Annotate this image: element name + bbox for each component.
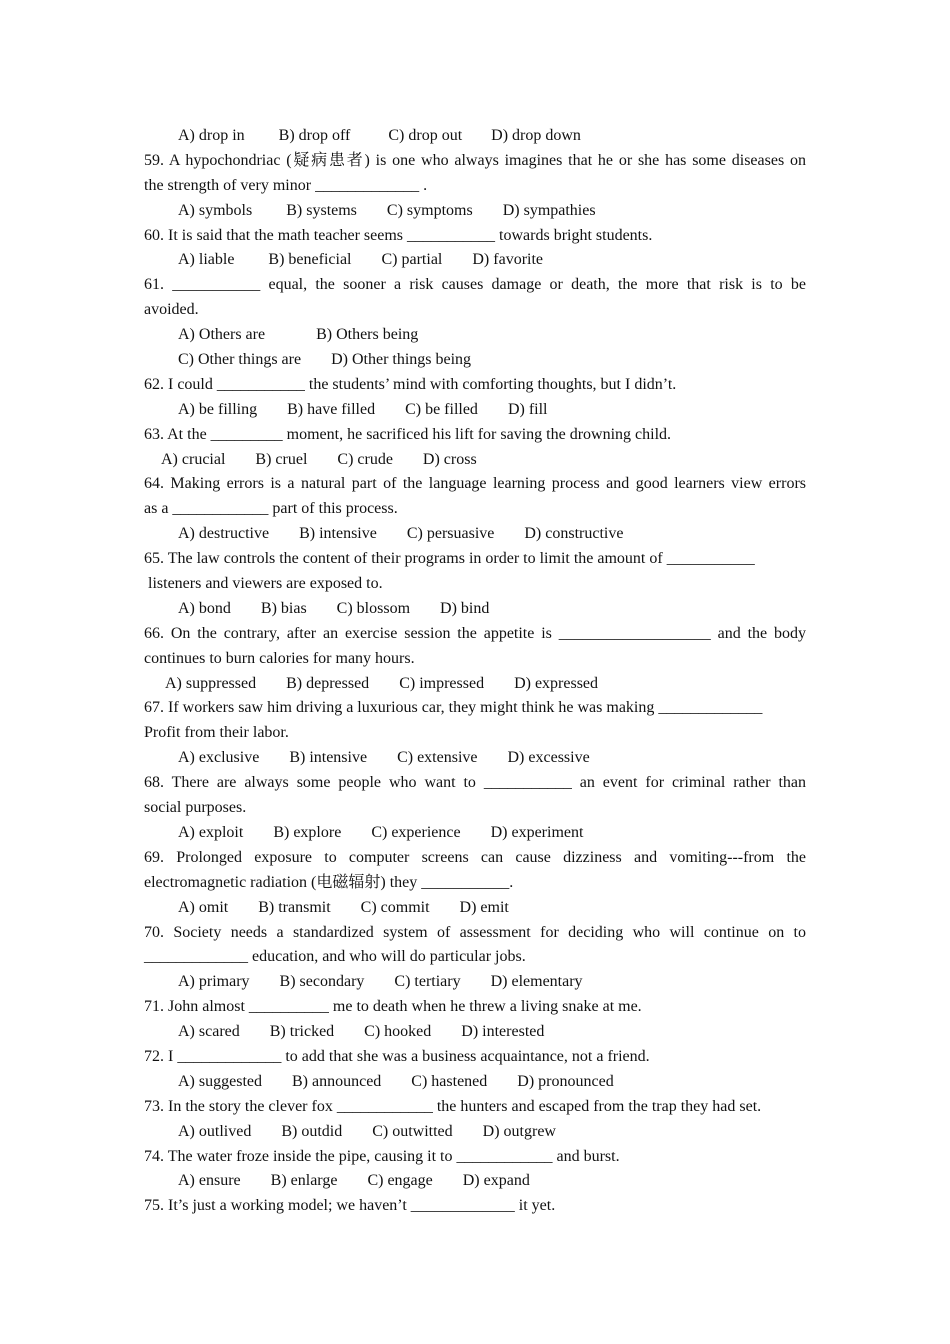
answer-option: C) experience bbox=[371, 823, 461, 841]
answer-option: B) tricked bbox=[269, 1023, 335, 1041]
options-line bbox=[144, 1070, 806, 1095]
answer-option: C) drop out bbox=[388, 127, 463, 144]
question-line: 60. It is said that the math teacher seems ___________ towards bright students. bbox=[144, 226, 653, 244]
options-line bbox=[144, 522, 806, 547]
answer-option: A) outlived bbox=[178, 1122, 252, 1140]
answer-option: A) crucial bbox=[161, 450, 226, 468]
answer-option: A) symbols bbox=[178, 201, 253, 219]
options-line bbox=[144, 199, 806, 224]
answer-option: B) intensive bbox=[289, 749, 368, 767]
answer-option: B) beneficial bbox=[268, 251, 352, 269]
question-line: 67. If workers saw him driving a luxurious car, they might think he was making _____________ bbox=[144, 699, 763, 717]
answer-option: D) experiment bbox=[490, 823, 584, 841]
answer-option: A) primary bbox=[178, 973, 250, 991]
options-line bbox=[144, 821, 806, 846]
question-line: 64. Making errors is a natural part of the language learning process and good learners view errors bbox=[144, 475, 806, 493]
answer-option: D) elementary bbox=[490, 973, 583, 991]
question-line: electromagnetic radiation (电磁辐射) they ___________. bbox=[144, 873, 514, 891]
answer-option: B) transmit bbox=[258, 898, 331, 916]
question-line: the strength of very minor _____________ . bbox=[144, 176, 428, 194]
answer-option: C) impressed bbox=[399, 674, 485, 692]
options-line bbox=[144, 348, 806, 373]
question-line: listeners and viewers are exposed to. bbox=[148, 575, 383, 593]
question-line: as a ____________ part of this process. bbox=[144, 500, 398, 518]
options-line bbox=[144, 323, 806, 348]
question-line: 65. The law controls the content of their programs in order to limit the amount of ___________ bbox=[144, 550, 755, 568]
answer-option: C) be filled bbox=[405, 400, 478, 418]
question-line: 62. I could ___________ the students’ mind with comforting thoughts, but I didn’t. bbox=[144, 375, 677, 393]
question-line: 69. Prolonged exposure to computer screens can cause dizziness and vomiting---from the bbox=[144, 848, 806, 866]
options-line bbox=[144, 398, 806, 423]
options-line bbox=[144, 597, 806, 622]
answer-option: A) liable bbox=[178, 251, 235, 269]
answer-option: D) favorite bbox=[472, 251, 544, 269]
answer-option: D) emit bbox=[459, 898, 509, 916]
answer-option: B) secondary bbox=[279, 973, 365, 991]
answer-option: D) interested bbox=[461, 1023, 545, 1041]
answer-option: A) Others are bbox=[178, 326, 266, 344]
answer-option: A) destructive bbox=[178, 525, 270, 543]
answer-option: A) scared bbox=[178, 1023, 240, 1041]
answer-option: B) intensive bbox=[299, 525, 377, 543]
answer-option: A) drop in bbox=[178, 127, 245, 144]
question-line: 59. A hypochondriac (疑病患者) is one who always imagines that he or she has some diseases on bbox=[144, 151, 806, 169]
answer-option: A) omit bbox=[178, 898, 229, 916]
answer-option: B) outdid bbox=[281, 1122, 343, 1140]
answer-option: B) systems bbox=[286, 201, 357, 219]
options-line bbox=[144, 1169, 806, 1194]
answer-option: B) explore bbox=[273, 823, 342, 841]
options-line bbox=[144, 746, 806, 771]
question-line: 61. ___________ equal, the sooner a risk causes damage or death, the more that risk is to be bbox=[144, 276, 806, 294]
question-line: Profit from their labor. bbox=[144, 724, 289, 742]
options-line bbox=[144, 124, 806, 149]
answer-option: C) crude bbox=[337, 450, 393, 468]
answer-option: D) fill bbox=[507, 400, 548, 418]
answer-option: C) persuasive bbox=[406, 525, 495, 543]
question-line: 66. On the contrary, after an exercise session the appetite is ___________________ and the body bbox=[144, 624, 806, 642]
answer-option: B) Others being bbox=[316, 326, 419, 344]
answer-option: B) drop off bbox=[278, 127, 351, 144]
options-line bbox=[144, 1120, 806, 1145]
answer-option: C) engage bbox=[367, 1172, 433, 1190]
question-line: 68. There are always some people who want to ___________ an event for criminal rather than bbox=[144, 774, 806, 792]
answer-option: D) pronounced bbox=[517, 1072, 614, 1090]
answer-option: A) be filling bbox=[178, 400, 258, 418]
answer-option: C) partial bbox=[381, 251, 443, 269]
answer-option: A) suppressed bbox=[165, 674, 257, 692]
answer-option: A) ensure bbox=[178, 1172, 241, 1190]
answer-option: C) hastened bbox=[411, 1072, 488, 1090]
answer-option: B) have filled bbox=[287, 400, 376, 418]
answer-option: D) excessive bbox=[507, 749, 590, 767]
answer-option: B) enlarge bbox=[270, 1172, 338, 1190]
answer-option: C) hooked bbox=[364, 1023, 432, 1041]
question-line: 72. I _____________ to add that she was a business acquaintance, not a friend. bbox=[144, 1047, 650, 1065]
answer-option: D) outgrew bbox=[482, 1122, 556, 1140]
options-line bbox=[144, 672, 806, 697]
answer-option: C) symptoms bbox=[386, 201, 473, 219]
answer-option: A) bond bbox=[178, 599, 231, 617]
answer-option: B) cruel bbox=[255, 450, 308, 468]
document-page bbox=[144, 124, 806, 1219]
answer-option: D) cross bbox=[422, 450, 477, 468]
answer-option: D) bind bbox=[440, 599, 490, 617]
question-line: social purposes. bbox=[144, 799, 247, 817]
answer-option: A) suggested bbox=[178, 1072, 262, 1090]
options-line bbox=[144, 448, 806, 473]
question-line: continues to burn calories for many hours. bbox=[144, 649, 415, 667]
question-line: 74. The water froze inside the pipe, causing it to ____________ and burst. bbox=[144, 1147, 620, 1165]
question-line: 70. Society needs a standardized system of assessment for deciding who will continue on to bbox=[144, 923, 806, 941]
question-line: 63. At the _________ moment, he sacrificed his lift for saving the drowning child. bbox=[144, 425, 672, 443]
answer-option: B) bias bbox=[260, 599, 307, 617]
answer-option: D) constructive bbox=[524, 525, 624, 543]
question-line: 73. In the story the clever fox ____________ the hunters and escaped from the trap they had set. bbox=[144, 1097, 762, 1115]
answer-option: D) expand bbox=[462, 1172, 530, 1190]
options-line bbox=[144, 896, 806, 921]
answer-option: C) Other things are bbox=[178, 351, 302, 369]
options-line bbox=[144, 248, 806, 273]
question-line: 71. John almost __________ me to death when he threw a living snake at me. bbox=[144, 998, 642, 1016]
question-line: _____________ education, and who will do particular jobs. bbox=[144, 948, 526, 966]
options-line bbox=[144, 970, 806, 995]
answer-option: B) depressed bbox=[286, 674, 370, 692]
answer-option: C) extensive bbox=[397, 749, 478, 767]
options-line bbox=[144, 1020, 806, 1045]
question-line: avoided. bbox=[144, 301, 199, 319]
answer-option: B) announced bbox=[291, 1072, 382, 1090]
answer-option: D) expressed bbox=[514, 674, 599, 692]
answer-option: A) exclusive bbox=[178, 749, 260, 767]
answer-option: C) tertiary bbox=[394, 973, 461, 991]
answer-option: D) sympathies bbox=[502, 201, 596, 219]
question-line: 75. It’s just a working model; we haven’t _____________ it yet. bbox=[144, 1197, 556, 1215]
answer-option: C) commit bbox=[360, 898, 430, 916]
answer-option: C) blossom bbox=[336, 599, 411, 617]
answer-option: A) exploit bbox=[178, 823, 244, 841]
answer-option: C) outwitted bbox=[372, 1122, 453, 1140]
answer-option: D) drop down bbox=[491, 127, 581, 144]
answer-option: D) Other things being bbox=[331, 351, 472, 369]
